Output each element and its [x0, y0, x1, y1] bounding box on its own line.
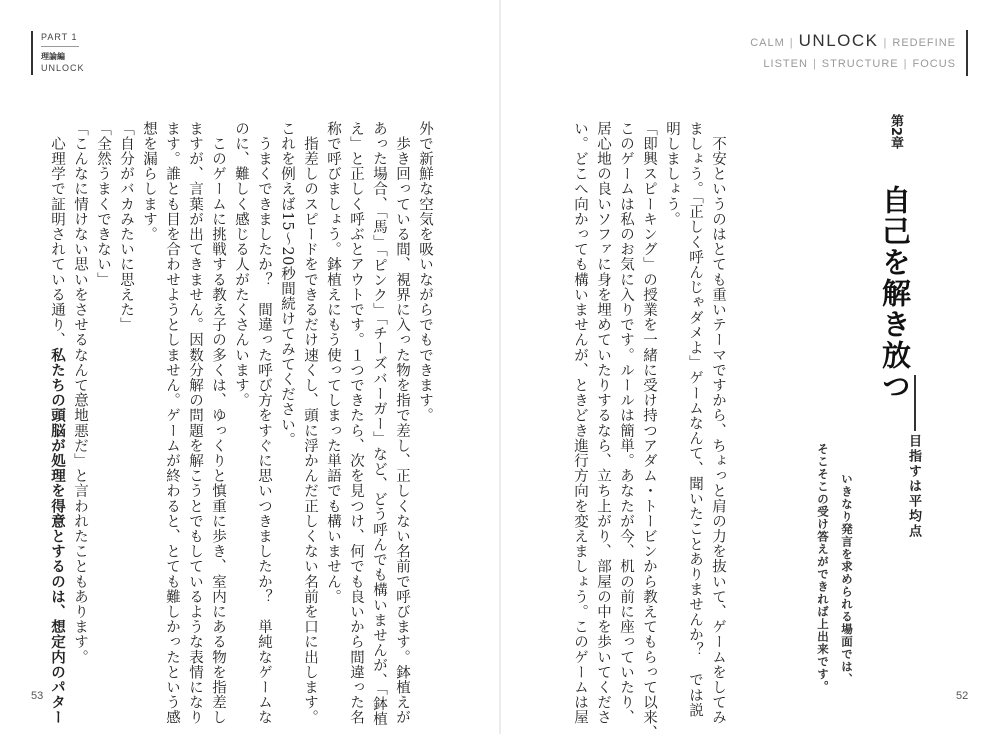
theme-unlock-active: UNLOCK: [798, 31, 879, 50]
separator: |: [789, 37, 794, 49]
body-column: 「こんなに情けない思いをさせるなんて意地悪だ」と言われたこともあります。: [72, 121, 88, 665]
theme-header: [750, 30, 968, 76]
chapter-lead-line-1: いきなり発言を求められる場面では、: [840, 473, 854, 686]
chapter-subtitle: 目指すは平均点: [906, 434, 921, 539]
body-column: 明しましょう。: [664, 121, 680, 227]
body-column: このゲームに挑戦する教え子の多くは、ゆっくりと慎重に歩き、室内にある物を指差し: [210, 121, 226, 725]
body-column: 称で呼びましょう。鉢植えにもう使ってしまった単語でも構いません。: [325, 121, 341, 605]
book-gutter: [499, 0, 501, 734]
theme-focus: FOCUS: [912, 58, 956, 70]
body-column: ます。誰とも目を合わせようとしません。ゲームが終わると、とても難しかったという感: [164, 121, 180, 725]
theme-row-1: [750, 30, 956, 54]
body-column: 居心地の良いソファに身を埋めていたりするなら、立ち上がり、部屋の中を歩いてくださ: [595, 121, 611, 725]
part-section-en: UNLOCK: [41, 63, 85, 73]
body-column: ますが、言葉が出てきません。因数分解の問題を解こうとでもしているような表情になり: [187, 121, 203, 725]
separator: |: [903, 58, 908, 70]
body-column: ましょう。「正しく呼んじゃダメよ」ゲームなんて、聞いたことありませんか？ では説: [687, 121, 703, 718]
body-column: 歩き回っている間、視界に入った物を指で差し、正しくない名前で呼びます。鉢植えが: [394, 121, 410, 725]
body-column: 想を漏らします。: [141, 121, 157, 242]
page-number-left: 53: [31, 690, 44, 702]
part-label: PART 1: [41, 32, 78, 42]
separator: |: [883, 37, 888, 49]
body-text: 心理学で証明されている通り、: [49, 121, 65, 348]
emphasis-text: 私たちの頭脳が処理を得意とするのは、想定内のパター: [49, 347, 65, 725]
theme-redefine: REDEFINE: [892, 37, 956, 49]
page-number-right: 52: [956, 690, 969, 702]
chapter-number: 第2章: [888, 114, 903, 150]
body-column: のに、難しく感じる人がたくさんいます。: [233, 121, 249, 408]
body-column: 外で新鮮な空気を吸いながらでもできます。: [417, 121, 433, 423]
body-column: え」と正しく呼ぶとアウトです。１つできたら、次を見つけ、何でも良いから間違った名: [348, 121, 364, 725]
title-dash: [914, 375, 916, 431]
body-column: うまくできましたか？ 間違った呼び方をすぐに思いつきましたか？ 単純なゲームな: [256, 121, 272, 725]
body-column: 「自分がバカみたいに思えた」: [118, 121, 134, 333]
body-column: あった場合、「馬」「ピンク」「チーズバーガー」など、どう呼んでも構いませんが、「鉢植: [371, 121, 387, 727]
part-header: [31, 31, 85, 75]
chapter-lead-line-2: そこそこの受け答えができれば上出来です。: [816, 443, 830, 693]
body-column: 指差しのスピードをできるだけ速くし、頭に浮かんだ正しくない名前を口に出します。: [302, 121, 318, 725]
body-column: い。どこへ向かっても構いませんが、ときどき進行方向を変えましょう。このゲームは屋: [572, 121, 588, 725]
chapter-title: 自己を解き放つ: [878, 185, 912, 402]
body-column: 不安というのはとても重いテーマですから、ちょっと肩の力を抜いて、ゲームをしてみ: [710, 121, 726, 725]
part-divider: [41, 46, 79, 47]
body-column: このゲームは私のお気に入りです。ルールは簡単。あなたが今、机の前に座っていたり、: [618, 121, 634, 725]
separator: |: [812, 58, 817, 70]
theme-listen: LISTEN: [763, 58, 808, 70]
theme-calm: CALM: [750, 37, 785, 49]
theme-row-2: [750, 54, 956, 74]
body-column: これを例えば15～20秒間続けてみてください。: [279, 121, 295, 448]
part-section-jp: 理論編: [41, 52, 65, 61]
body-column: 「即興スピーキング」の授業を一緒に受け持つアダム・トービンから教えてもらって以来、: [641, 121, 657, 740]
body-column: 「全然うまくできない」: [95, 121, 111, 288]
theme-structure: STRUCTURE: [821, 58, 899, 70]
body-column-last: [45, 121, 68, 725]
